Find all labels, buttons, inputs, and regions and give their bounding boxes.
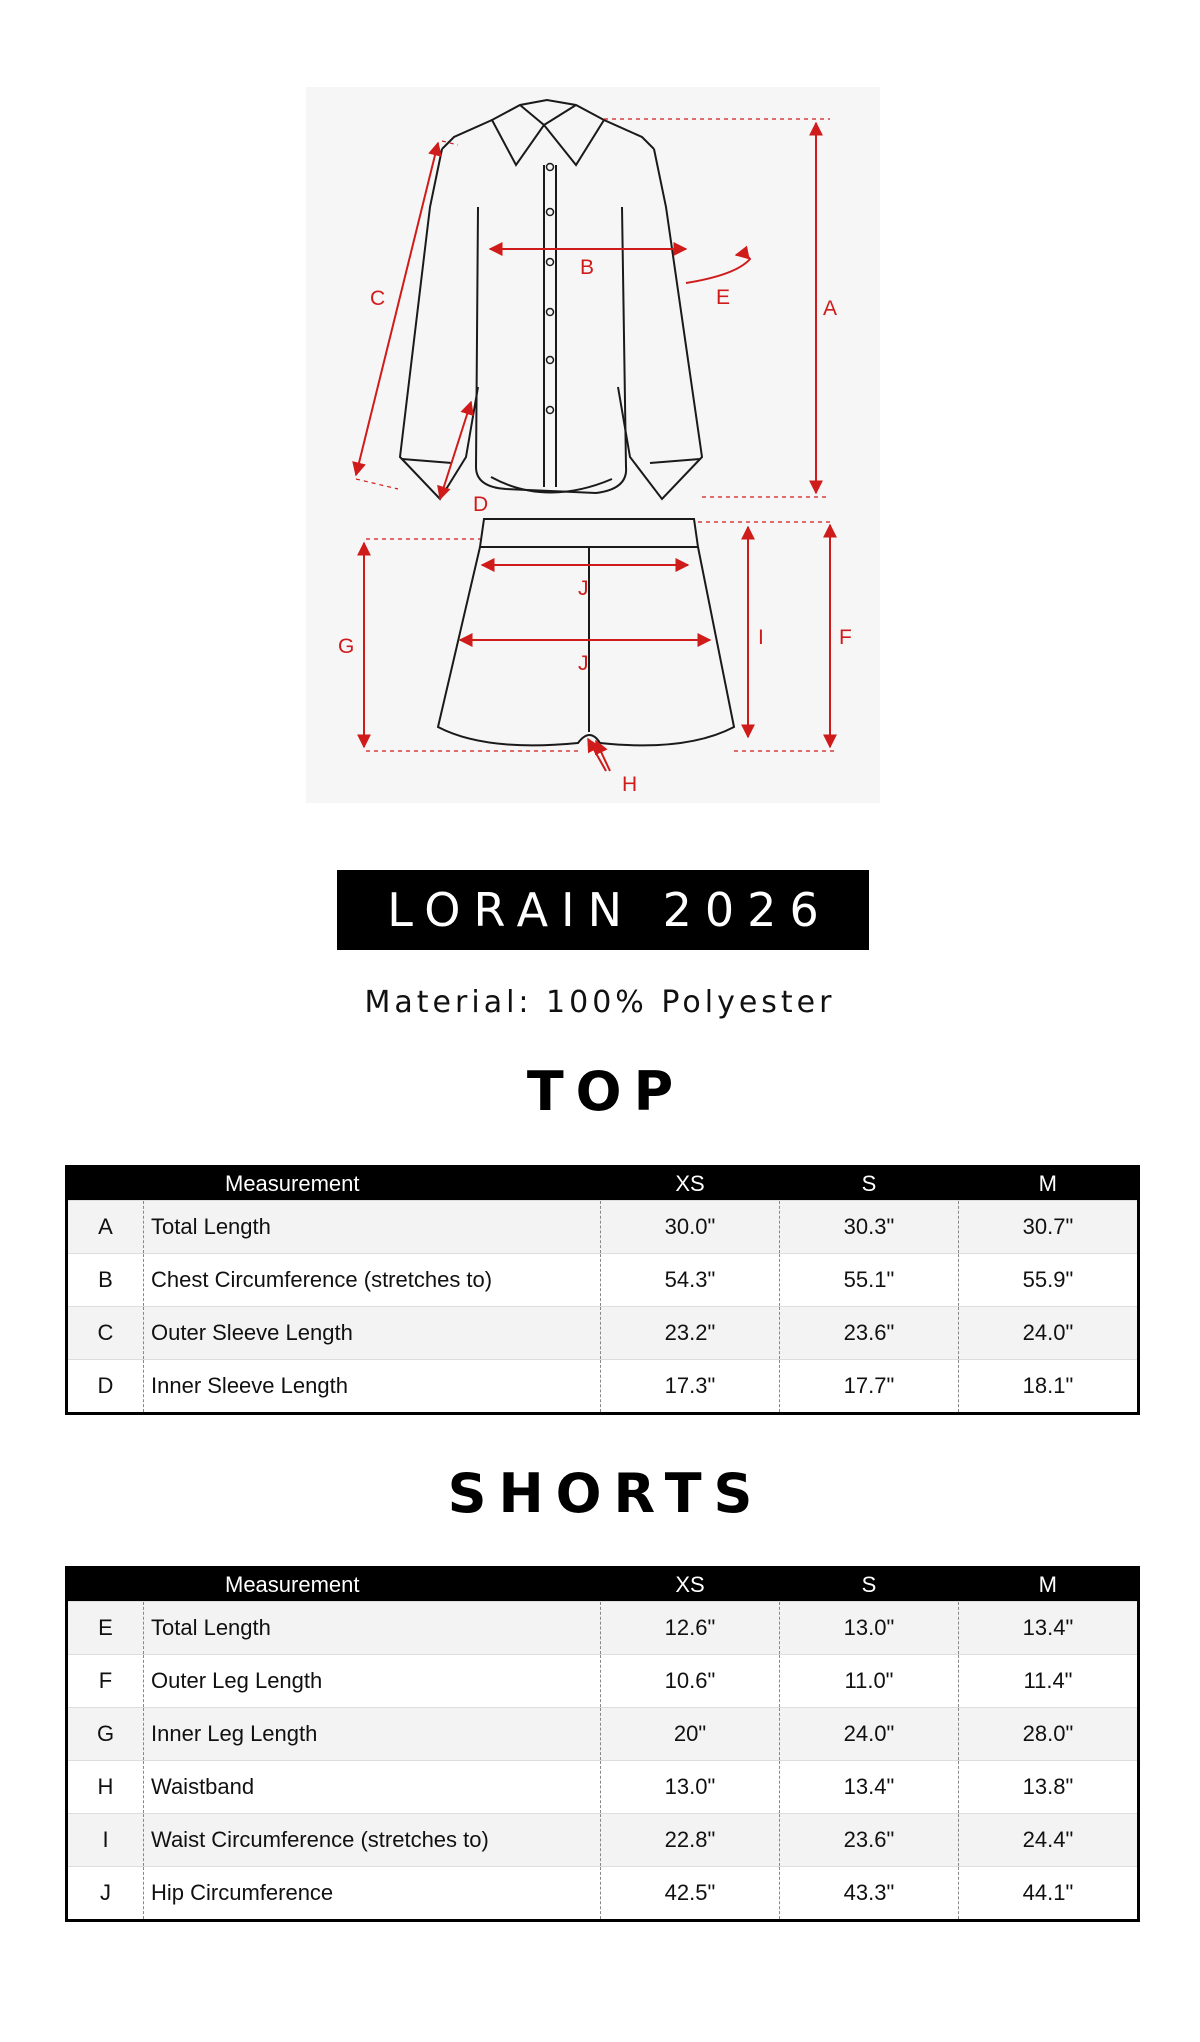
table-row xyxy=(67,1708,1139,1761)
label-d: D xyxy=(473,493,489,516)
header-xs: XS xyxy=(601,1167,780,1201)
table-row xyxy=(67,1307,1139,1360)
label-g: G xyxy=(338,635,355,658)
shirt-buttons xyxy=(547,164,554,414)
label-a: A xyxy=(823,297,838,320)
label-h: H xyxy=(622,773,638,796)
row-name: Outer Sleeve Length xyxy=(144,1307,601,1360)
value-s: 17.7" xyxy=(780,1360,959,1414)
row-name: Inner Leg Length xyxy=(144,1708,601,1761)
value-xs: 20" xyxy=(601,1708,780,1761)
table-row xyxy=(67,1254,1139,1307)
row-name: Chest Circumference (stretches to) xyxy=(144,1254,601,1307)
value-m: 28.0" xyxy=(959,1708,1139,1761)
value-m: 44.1" xyxy=(959,1867,1139,1921)
row-name: Total Length xyxy=(144,1201,601,1254)
row-code: B xyxy=(67,1254,144,1307)
brand-banner xyxy=(337,870,869,950)
value-xs: 22.8" xyxy=(601,1814,780,1867)
value-s: 30.3" xyxy=(780,1201,959,1254)
table-row xyxy=(67,1761,1139,1814)
value-s: 43.3" xyxy=(780,1867,959,1921)
label-j-upper: J xyxy=(578,577,589,600)
value-s: 13.0" xyxy=(780,1602,959,1655)
row-code: G xyxy=(67,1708,144,1761)
row-code: A xyxy=(67,1201,144,1254)
value-xs: 54.3" xyxy=(601,1254,780,1307)
garment-diagram-svg xyxy=(306,87,880,803)
label-f: F xyxy=(839,626,852,649)
garment-diagram xyxy=(306,87,880,803)
table-row xyxy=(67,1201,1139,1254)
row-name: Total Length xyxy=(144,1602,601,1655)
row-name: Outer Leg Length xyxy=(144,1655,601,1708)
value-s: 23.6" xyxy=(780,1814,959,1867)
row-code: F xyxy=(67,1655,144,1708)
top-section-title: TOP xyxy=(526,1060,686,1123)
shorts-size-table xyxy=(65,1566,1140,1922)
header-measurement: Measurement xyxy=(67,1167,601,1201)
header-xs: XS xyxy=(601,1568,780,1602)
value-s: 55.1" xyxy=(780,1254,959,1307)
dimension-lines xyxy=(356,119,834,771)
table-row xyxy=(67,1814,1139,1867)
label-c: C xyxy=(370,287,386,310)
table-header-row xyxy=(67,1167,1139,1201)
row-code: D xyxy=(67,1360,144,1414)
value-xs: 12.6" xyxy=(601,1602,780,1655)
value-m: 13.4" xyxy=(959,1602,1139,1655)
value-m: 30.7" xyxy=(959,1201,1139,1254)
value-xs: 10.6" xyxy=(601,1655,780,1708)
label-e: E xyxy=(716,286,731,309)
row-code: H xyxy=(67,1761,144,1814)
row-code: E xyxy=(67,1602,144,1655)
header-s: S xyxy=(780,1568,959,1602)
value-xs: 30.0" xyxy=(601,1201,780,1254)
label-i: I xyxy=(758,626,764,649)
row-name: Waistband xyxy=(144,1761,601,1814)
header-m: M xyxy=(959,1568,1139,1602)
table-row xyxy=(67,1867,1139,1921)
row-name: Hip Circumference xyxy=(144,1867,601,1921)
value-s: 23.6" xyxy=(780,1307,959,1360)
label-b: B xyxy=(580,256,595,279)
row-code: C xyxy=(67,1307,144,1360)
value-xs: 23.2" xyxy=(601,1307,780,1360)
header-s: S xyxy=(780,1167,959,1201)
value-xs: 17.3" xyxy=(601,1360,780,1414)
value-m: 11.4" xyxy=(959,1655,1139,1708)
label-j-lower: J xyxy=(578,652,589,675)
shorts-drawing xyxy=(438,519,734,745)
brand-name: LORAIN 2026 xyxy=(387,883,832,937)
row-name: Inner Sleeve Length xyxy=(144,1360,601,1414)
header-m: M xyxy=(959,1167,1139,1201)
table-header-row xyxy=(67,1568,1139,1602)
row-code: I xyxy=(67,1814,144,1867)
value-s: 24.0" xyxy=(780,1708,959,1761)
value-m: 13.8" xyxy=(959,1761,1139,1814)
row-name: Waist Circumference (stretches to) xyxy=(144,1814,601,1867)
table-row xyxy=(67,1655,1139,1708)
value-m: 24.0" xyxy=(959,1307,1139,1360)
table-row xyxy=(67,1360,1139,1414)
value-m: 24.4" xyxy=(959,1814,1139,1867)
shorts-section-title: SHORTS xyxy=(447,1462,765,1525)
value-m: 18.1" xyxy=(959,1360,1139,1414)
value-xs: 42.5" xyxy=(601,1867,780,1921)
value-s: 11.0" xyxy=(780,1655,959,1708)
material-text: Material: 100% Polyester xyxy=(364,985,836,1020)
value-xs: 13.0" xyxy=(601,1761,780,1814)
top-size-table xyxy=(65,1165,1140,1415)
header-measurement: Measurement xyxy=(67,1568,601,1602)
value-s: 13.4" xyxy=(780,1761,959,1814)
value-m: 55.9" xyxy=(959,1254,1139,1307)
row-code: J xyxy=(67,1867,144,1921)
shirt-drawing xyxy=(400,100,702,499)
table-row xyxy=(67,1602,1139,1655)
